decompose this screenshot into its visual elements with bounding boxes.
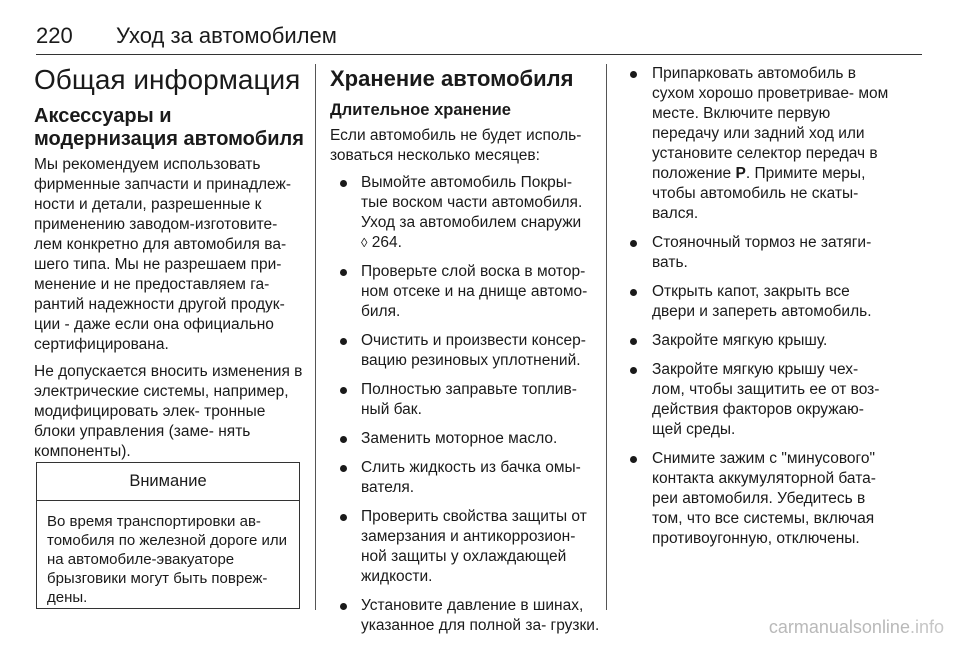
list-item — [621, 282, 893, 322]
arrow-reference-icon: ◊ — [361, 235, 368, 250]
section-heading-storage: Хранение автомобиля — [330, 66, 574, 91]
notice-box — [36, 462, 300, 609]
page-header — [36, 14, 922, 55]
subheading-long-term: Длительное хранение — [330, 101, 511, 119]
bullet-icon — [630, 367, 637, 374]
list-item-text: Установите давление в шинах, указанное для полной за- грузки. — [361, 597, 600, 634]
list-item-text: . Примите меры, чтобы автомобиль не скаты- вался. — [652, 165, 866, 222]
list-item — [330, 262, 600, 322]
paragraph-recommend: Мы рекомендуем использовать фирменные запчасти и принадлеж- ности и детали, разрешенные к применению заводом-изготовите- лем конкретно для автомобиля ва- шего типа. Мы не разрешаем при- менение и не предоставляем га- рантий надежности другой продук- ции - даже если она официально сертифицирована. — [34, 156, 292, 353]
list-item-text: Открыть капот, закрыть все двери и запереть автомобиль. — [652, 283, 872, 320]
column-storage-continued — [621, 64, 893, 558]
list-item — [621, 233, 893, 273]
gear-position-p: P — [735, 165, 746, 182]
page-number: 220 — [36, 23, 73, 48]
watermark-text: carmanualsonline — [768, 617, 910, 637]
watermark — [769, 617, 944, 638]
list-item-text: Проверьте слой воска в мотор- ном отсеке и на днище автомо- биля. — [361, 263, 588, 320]
list-item-text: Снимите зажим с "минусового" контакта аккумуляторной бата- реи автомобиля. Убедитесь в том, что все системы, включая противоугонную, отключены. — [652, 450, 876, 547]
list-item — [621, 449, 893, 549]
bullet-icon — [630, 338, 637, 345]
list-item-text: Слить жидкость из бачка омы- вателя. — [361, 459, 581, 496]
bullet-icon — [630, 240, 637, 247]
list-item-text: Полностью заправьте топлив- ный бак. — [361, 381, 577, 418]
list-item-text: Проверить свойства защиты от замерзания и антикоррозион- ной защиты у охлаждающей жидкости. — [361, 508, 587, 585]
list-item-text: Закройте мягкую крышу чех- лом, чтобы защитить ее от воз- действия факторов окружаю- щей среды. — [652, 361, 880, 438]
list-item — [621, 331, 893, 351]
bullet-icon — [340, 465, 347, 472]
bullet-icon — [340, 603, 347, 610]
list-item-text: Вымойте автомобиль Покры- тые воском части автомобиля. Уход за автомобилем снаружи — [361, 174, 583, 231]
notice-title: Внимание — [37, 463, 299, 501]
watermark-domain: .info — [909, 617, 944, 637]
paragraph-storage-intro: Если автомобиль не будет исполь- зоваться несколько месяцев: — [330, 127, 582, 164]
page-reference[interactable]: 264. — [371, 234, 402, 251]
bullet-icon — [340, 387, 347, 394]
list-item — [330, 331, 600, 371]
bullet-icon — [630, 71, 637, 78]
storage-list — [330, 173, 600, 636]
running-title: Уход за автомобилем — [116, 23, 337, 48]
bullet-icon — [340, 338, 347, 345]
subheading-accessories: Аксессуары и модернизация автомобиля — [34, 105, 304, 150]
column-divider-right — [606, 64, 607, 610]
storage-list-continued — [621, 64, 893, 549]
list-item — [621, 360, 893, 440]
paragraph-electrical: Не допускается вносить изменения в электрические системы, например, модифицировать элек- тронные блоки управления (заме- нять компоненты). — [34, 363, 303, 460]
bullet-icon — [340, 436, 347, 443]
bullet-icon — [630, 289, 637, 296]
column-storage — [330, 66, 600, 645]
bullet-icon — [340, 180, 347, 187]
list-item — [330, 458, 600, 498]
section-heading-general: Общая информация — [34, 64, 301, 95]
bullet-icon — [340, 514, 347, 521]
list-item — [330, 380, 600, 420]
list-item-text: Очистить и произвести консер- вацию резиновых уплотнений. — [361, 332, 586, 369]
column-divider-left — [315, 64, 316, 610]
list-item-text: Стояночный тормоз не затяги- вать. — [652, 234, 872, 271]
bullet-icon — [630, 456, 637, 463]
list-item — [330, 429, 600, 449]
list-item — [330, 173, 600, 253]
list-item-text: Закройте мягкую крышу. — [652, 332, 828, 349]
list-item — [330, 596, 600, 636]
bullet-icon — [340, 269, 347, 276]
list-item-text: Заменить моторное масло. — [361, 430, 558, 447]
list-item — [330, 507, 600, 587]
list-item-text: Припарковать автомобиль в сухом хорошо проветривае- мом месте. Включите первую передачу или задний ход или установите селектор передач в положение — [652, 65, 889, 182]
list-item — [621, 64, 893, 224]
column-general-info — [34, 64, 304, 469]
notice-body: Во время транспортировки ав- томобиля по железной дороге или на автомобиле-эвакуаторе брызговики могут быть повреж- дены. — [47, 513, 287, 606]
